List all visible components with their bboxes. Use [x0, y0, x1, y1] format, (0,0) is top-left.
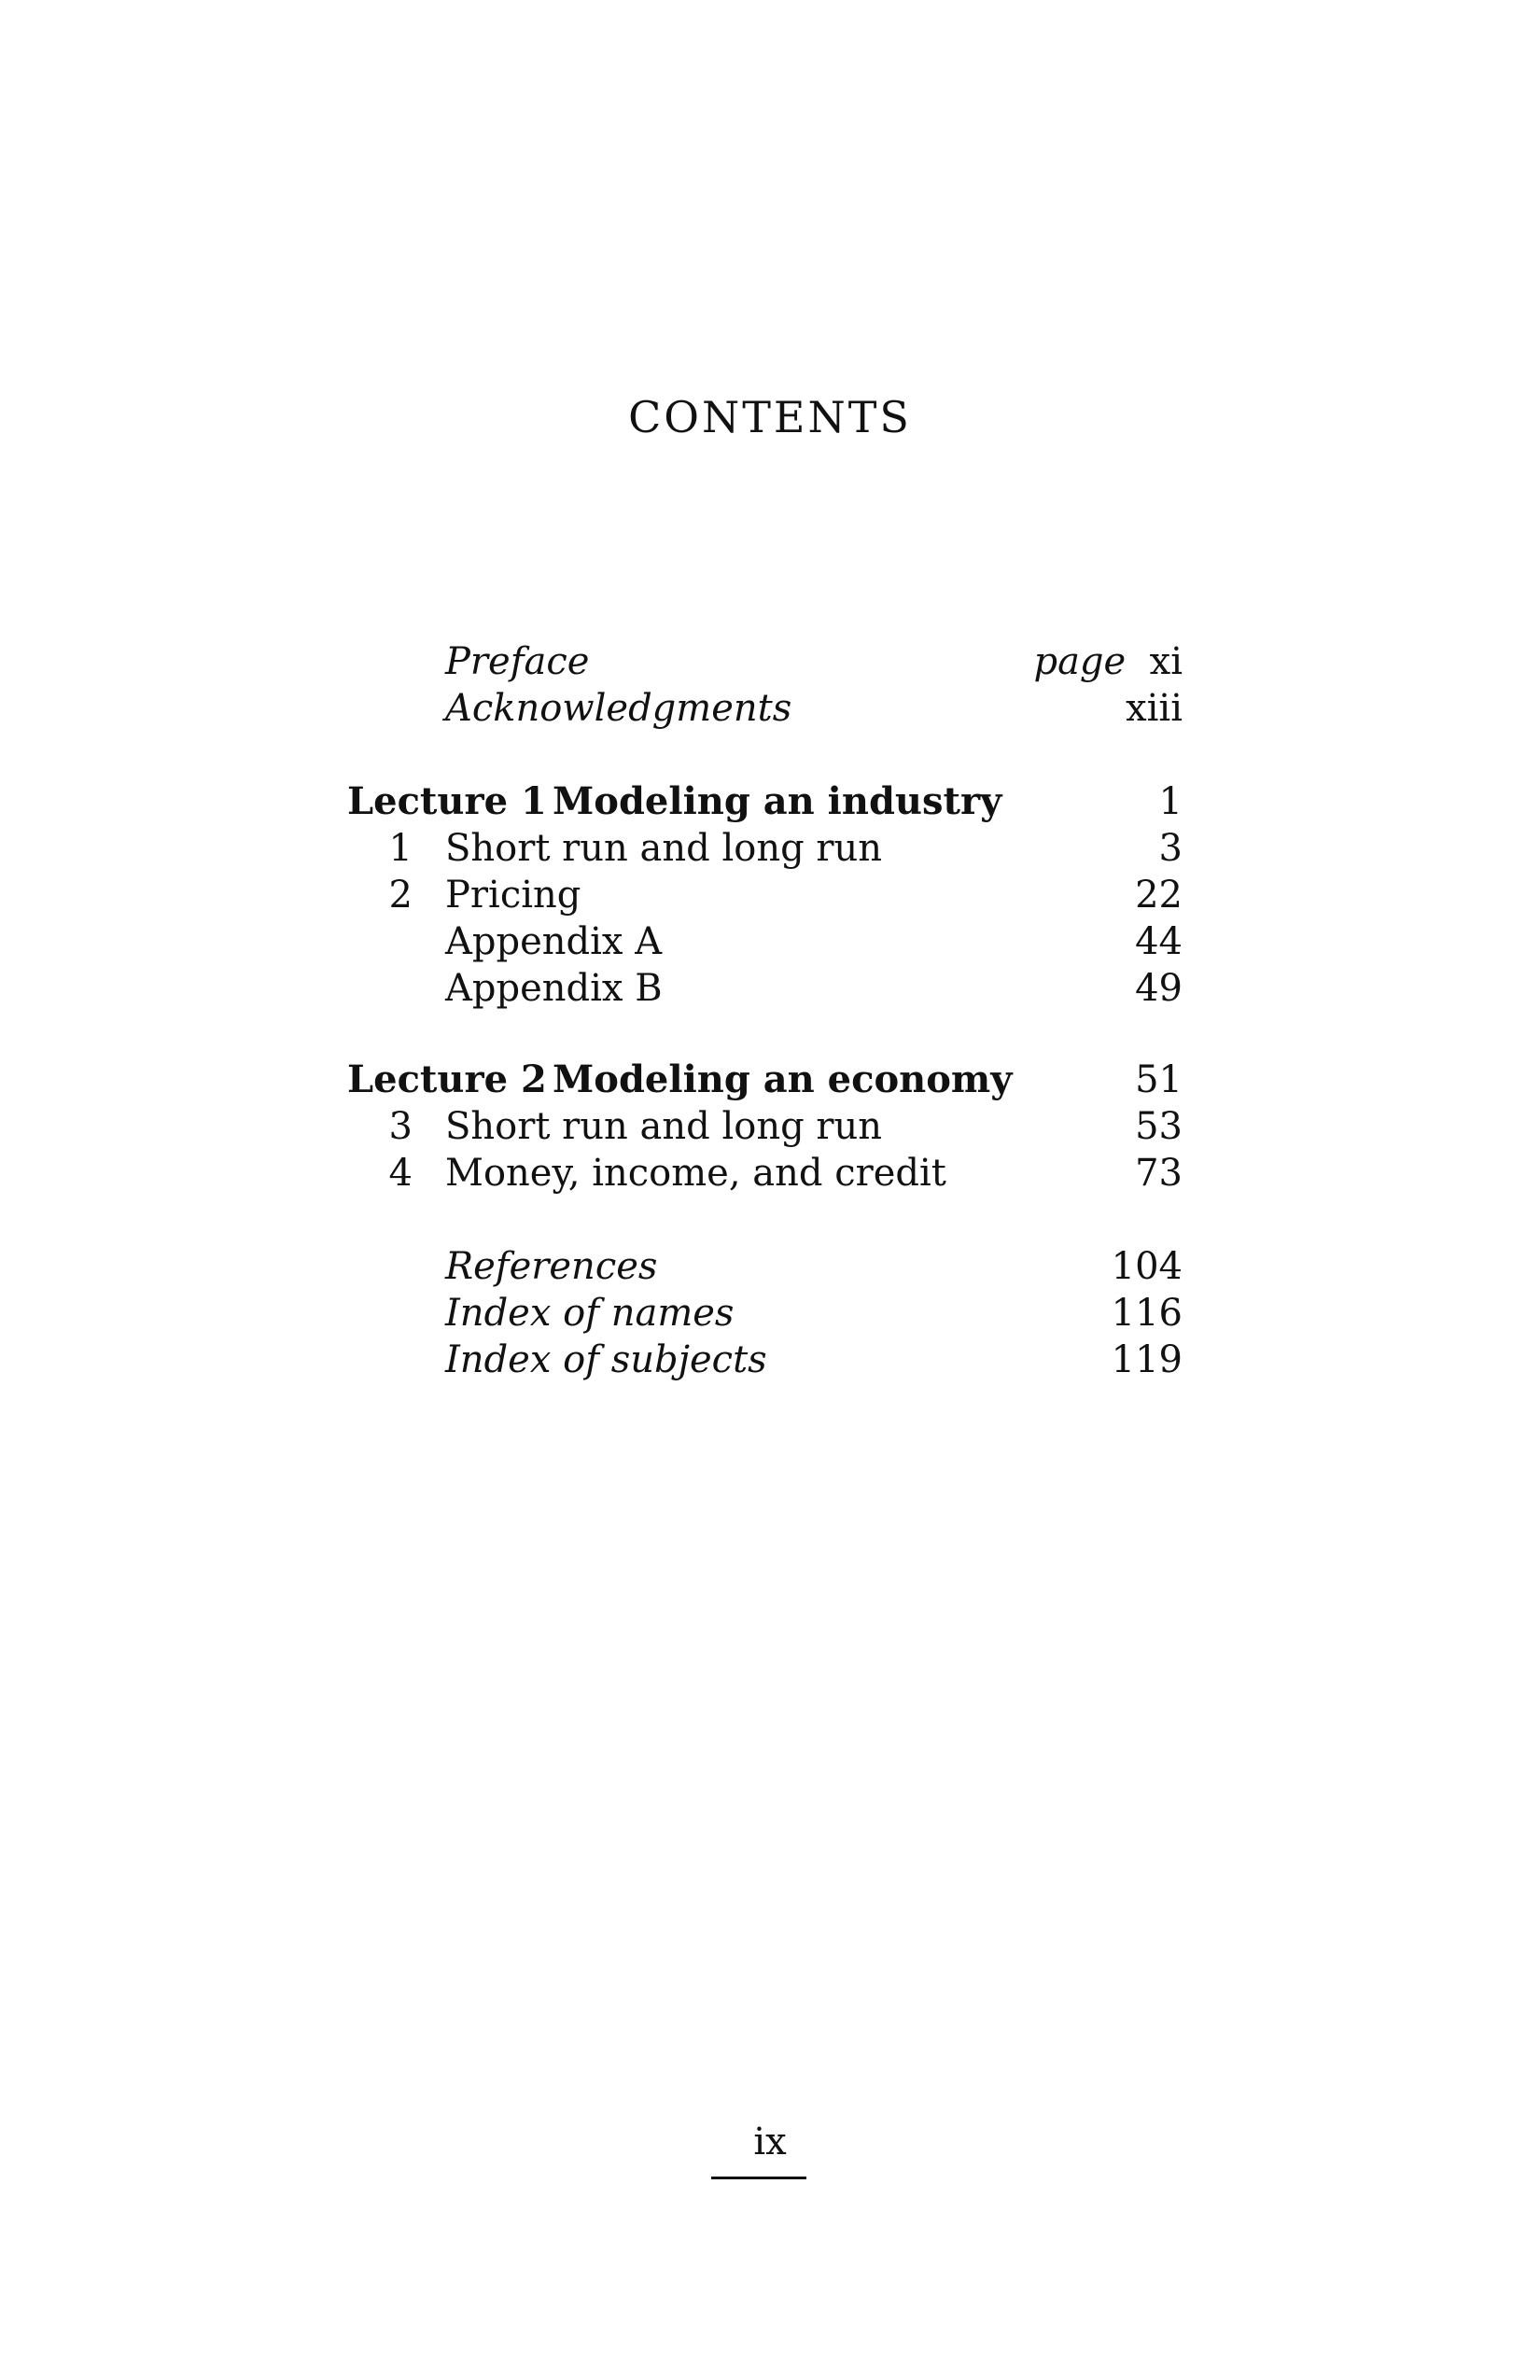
toc-entry-title: Appendix A [445, 920, 663, 963]
folio-rule [711, 2177, 806, 2179]
page-title: CONTENTS [628, 392, 912, 442]
toc-entry-page: xiii [1126, 687, 1183, 730]
toc-entry-page: 22 [1135, 874, 1183, 917]
chapter-number: 3 [388, 1105, 413, 1148]
toc-entry-title: Short run and long run [445, 1105, 883, 1148]
chapter-number: 2 [388, 874, 413, 917]
chapter-number: 1 [388, 827, 413, 870]
toc-entry [347, 872, 1183, 918]
toc-entry-page: 73 [1135, 1152, 1183, 1195]
page-number: xi [1149, 640, 1183, 683]
toc-entry-title: Index of names [445, 1292, 735, 1335]
lecture-label: Lecture 2 [347, 1057, 547, 1101]
toc-entry-title: Pricing [445, 874, 581, 917]
toc-entry-page: 104 [1111, 1245, 1183, 1288]
lecture-title: Modeling an economy [553, 1057, 1013, 1101]
page-prefix: page [1033, 640, 1127, 683]
toc-entry-title: Preface [445, 640, 590, 683]
toc-entry [347, 965, 1183, 1012]
toc-entry-title: References [445, 1245, 658, 1288]
toc-entry [347, 1150, 1183, 1197]
toc-entry-page: 44 [1135, 920, 1183, 963]
toc-entry-page: 119 [1111, 1338, 1183, 1381]
toc-entry-title: Money, income, and credit [445, 1152, 946, 1195]
chapter-number: 4 [388, 1152, 413, 1195]
toc-entry-page: 3 [1158, 827, 1183, 870]
table-of-contents [347, 638, 1183, 1383]
toc-entry-title: Short run and long run [445, 827, 883, 870]
toc-entry [347, 1103, 1183, 1150]
toc-entry-acknowledgments [347, 685, 1183, 732]
toc-entry-references [347, 1243, 1183, 1290]
page-number-folio: ix [753, 2121, 787, 2163]
toc-entry-index-of-names [347, 1290, 1183, 1337]
toc-entry-index-of-subjects [347, 1337, 1183, 1383]
lecture-heading-2 [347, 1057, 1183, 1103]
lecture-title: Modeling an industry [553, 779, 1002, 823]
lecture-label: Lecture 1 [347, 779, 547, 823]
toc-entry-page: 53 [1135, 1105, 1183, 1148]
toc-entry-preface [347, 638, 1183, 685]
toc-entry-page: 51 [1135, 1058, 1183, 1101]
toc-entry [347, 918, 1183, 965]
toc-entry [347, 825, 1183, 872]
toc-entry-title: Index of subjects [445, 1338, 767, 1381]
toc-entry-page: 1 [1158, 780, 1183, 823]
toc-entry-page: 116 [1111, 1292, 1183, 1335]
toc-entry-title: Appendix B [445, 967, 663, 1010]
lecture-heading-1 [347, 778, 1183, 825]
toc-entry-title: Acknowledgments [445, 687, 792, 730]
toc-entry-page [1033, 638, 1183, 685]
toc-entry-page: 49 [1135, 967, 1183, 1010]
